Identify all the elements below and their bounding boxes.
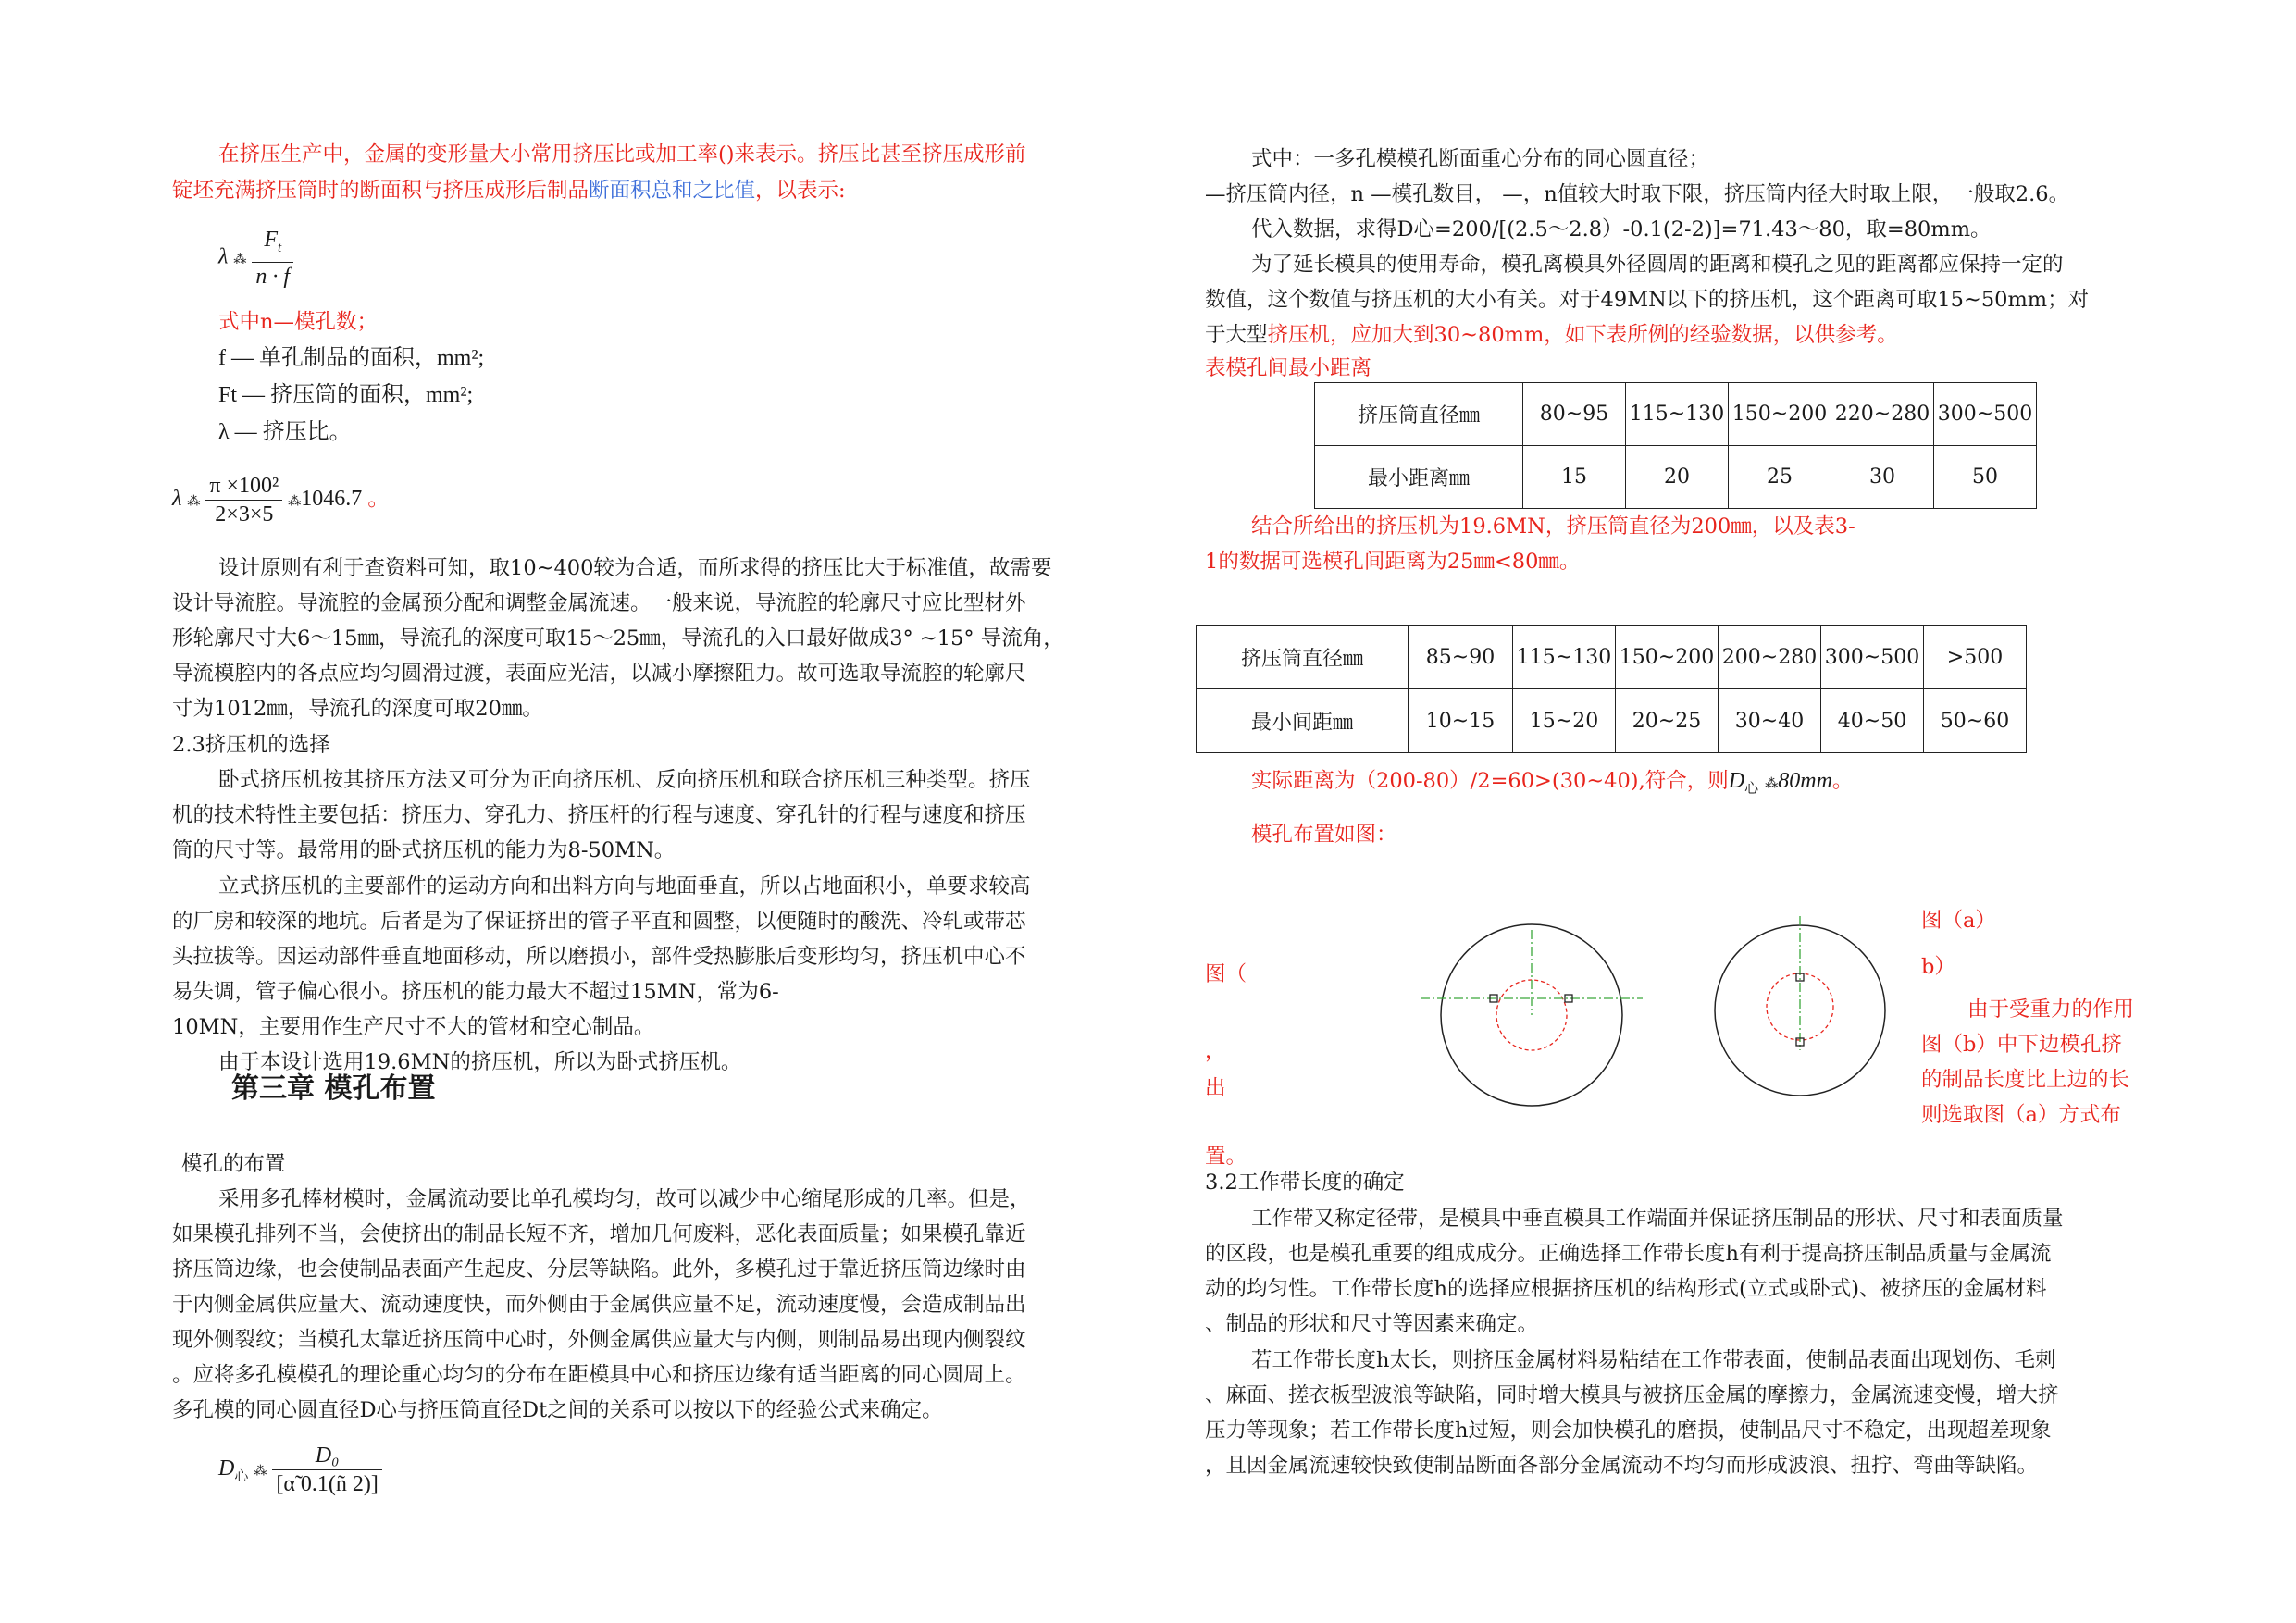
- table-1-cell: 15: [1523, 446, 1626, 509]
- right-para-8-line-3: 动的均匀性。工作带长度h的选择应根据挤压机的结构形式(立式或卧式)、被挤压的金属材料: [1205, 1277, 2047, 1301]
- right-para-9-line-4: ，且因金属流速较快致使制品断面各部分金属流动不均匀而形成波浪、扭拧、弯曲等缺陷。: [1205, 1454, 2039, 1478]
- para-2-line-5: 寸为1012㎜，导流孔的深度可取20㎜。: [172, 697, 543, 721]
- right-line-1: 式中：一多孔模模孔断面重心分布的同心圆直径；: [1251, 147, 1710, 171]
- para-1-line-2-end: ，以表示:: [755, 179, 846, 203]
- def-lambda: λ — 挤压比。: [218, 420, 352, 444]
- para-5-line-2: 如果模孔排列不当，会使挤出的制品长短不齐，增加几何废料，恶化表面质量；如果模孔靠近: [172, 1222, 1026, 1246]
- figure-label-left-3: 出: [1205, 1076, 1226, 1100]
- table-min-distance-1: [1314, 382, 2037, 509]
- formula-3-num: D₀: [272, 1442, 382, 1470]
- formula-1-lhs: λ: [218, 244, 229, 269]
- def-f: f — 单孔制品的面积，mm²;: [218, 346, 485, 370]
- formula-3-fraction: [272, 1442, 382, 1498]
- para-5-line-1: 采用多孔棒材模时，金属流动要比单孔模均匀，故可以减少中心缩尾形成的几率。但是，: [218, 1187, 1031, 1211]
- table-2-cell: 最小间距㎜: [1197, 689, 1409, 753]
- formula-extrusion-ratio: [218, 226, 293, 291]
- table-2-cell: 挤压筒直径㎜: [1197, 626, 1409, 689]
- table-1-cell: 25: [1729, 446, 1831, 509]
- formula-2-result: 1046.7: [301, 487, 363, 512]
- figure-b-layout: [1715, 916, 1885, 1096]
- para-4-line-3: 头拉拔等。因运动部件垂直地面移动，所以磨损小，部件受热膨胀后变形均匀，挤压机中心不: [172, 945, 1026, 969]
- table-1-cell: 80~95: [1523, 383, 1626, 446]
- right-para-6-math: D: [1728, 769, 1745, 793]
- table-2-cell: 115~130: [1513, 626, 1616, 689]
- para-3-line-2: 机的技术特性主要包括：挤压力、穿孔力、挤压杆的行程与速度、穿孔针的行程与速度和挤压: [172, 803, 1026, 827]
- figure-note-line-2: 图（b）中下边模孔挤: [1921, 1033, 2122, 1057]
- para-1-line-2-blue: 断面积总和之比值: [589, 179, 756, 203]
- formula-1-eq: ⁂: [233, 253, 247, 267]
- table-1-cell: 150~200: [1729, 383, 1831, 446]
- right-para-4-line-3: [1205, 321, 1898, 349]
- figure-label-left-2: ，: [1205, 1039, 1226, 1063]
- para-3-line-3: 筒的尺寸等。最常用的卧式挤压机的能力为8-50MN。: [172, 838, 676, 862]
- table-1-cell: 220~280: [1831, 383, 1934, 446]
- figure-label-left-4: 置。: [1205, 1145, 1247, 1169]
- right-para-5-line-2: 1的数据可选模孔间距离为25㎜<80㎜。: [1205, 550, 1581, 574]
- right-para-6-eq: ⁂: [1765, 776, 1779, 791]
- right-para-6-sub: 心: [1744, 779, 1759, 797]
- table-2-cell: 85~90: [1409, 626, 1513, 689]
- formula-2-dot: 。: [367, 487, 391, 512]
- formula-2-den: 2×3×5: [215, 502, 274, 527]
- para-2-line-3: 形轮廓尺寸大6～15㎜，导流孔的深度可取15～25㎜，导流孔的入口最好做成3° ~15° 导流角，: [172, 626, 1064, 650]
- mold-hole-layout-figure: [1333, 911, 2017, 1120]
- table-2-cell: 20~25: [1616, 689, 1719, 753]
- table-1-cell: 300~500: [1934, 383, 2037, 446]
- right-para-6-text: 实际距离为（200-80）/2=60>(30~40),符合，则: [1251, 769, 1729, 793]
- para-2-line-1: 设计原则有利于查资料可知，取10~400较为合适，而所求得的挤压比大于标准值，故需要: [218, 556, 1052, 580]
- para-5-line-6: 。应将多孔模模孔的理论重心均匀的分布在距模具中心和挤压边缘有适当距离的同心圆周上。: [172, 1363, 1026, 1387]
- figure-a-label: 图（a）: [1921, 909, 1996, 933]
- formula-3-eq: ⁂: [254, 1465, 267, 1480]
- right-para-8-line-2: 的区段，也是模孔重要的组成成分。正确选择工作带长度h有利于提高挤压制品质量与金属流: [1205, 1242, 2052, 1266]
- table-1-cell: 20: [1626, 446, 1729, 509]
- right-para-4-line-2: 数值，这个数值与挤压机的大小有关。对于49MN以下的挤压机，这个距离可取15~50mm；对: [1205, 288, 2090, 312]
- figure-note-line-4: 则选取图（a）方式布: [1921, 1103, 2121, 1127]
- def-ft: Ft — 挤压筒的面积，mm²;: [218, 383, 474, 407]
- para-4-line-2: 的厂房和较深的地坑。后者是为了保证挤出的管子平直和圆整，以便随时的酸洗、冷轧或带芯: [172, 910, 1026, 934]
- right-para-9-line-1: 若工作带长度h太长，则挤压金属材料易粘结在工作带表面，使制品表面出现划伤、毛刺: [1251, 1348, 2056, 1372]
- figure-note-line-1: 由于受重力的作用: [1967, 997, 2135, 1022]
- table-1-row-1: [1315, 383, 2037, 446]
- table-2-cell: 150~200: [1616, 626, 1719, 689]
- formula-3-lhs: D: [218, 1456, 235, 1481]
- formula-2-lhs: λ: [172, 487, 182, 512]
- table-1-cell: 最小距离㎜: [1315, 446, 1523, 509]
- formula-2-eq: ⁂: [187, 495, 201, 510]
- section-3-2-heading: 3.2工作带长度的确定: [1205, 1171, 1405, 1195]
- formula-2-fraction: [205, 472, 282, 528]
- table-2-cell: 40~50: [1821, 689, 1924, 753]
- para-5-line-5: 现外侧裂纹；当模孔太靠近挤压筒中心时，外侧金属供应量大与内侧，则制品易出现内侧裂纹: [172, 1328, 1026, 1352]
- table-1-cell: 挤压筒直径㎜: [1315, 383, 1523, 446]
- formula-1-fraction: [252, 226, 293, 291]
- table-1-row-2: [1315, 446, 2037, 509]
- right-para-7: 模孔布置如图：: [1251, 823, 1397, 847]
- formula-1-den: n · f: [255, 264, 291, 289]
- table-1-cell: 50: [1934, 446, 2037, 509]
- table-min-distance-2: [1196, 625, 2027, 753]
- figure-label-left-1: 图（: [1205, 962, 1247, 986]
- right-para-6-end: 。: [1831, 769, 1854, 793]
- table-1-cell: 30: [1831, 446, 1934, 509]
- para-4-line-6: 由于本设计选用19.6MN的挤压机，所以为卧式挤压机。: [218, 1050, 742, 1074]
- para-5-line-7: 多孔模的同心圆直径D心与挤压筒直径Dt之间的关系可以按以下的经验公式来确定。: [172, 1398, 943, 1422]
- right-para-4-line-3-red: 挤压机，应加大到30~80mm，如下表所例的经验数据，以供参考。: [1267, 323, 1898, 347]
- right-para-5-line-1: 结合所给出的挤压机为19.6MN，挤压筒直径为200㎜，以及表3-: [1251, 514, 1855, 539]
- right-para-4-line-3-black: 于大型: [1205, 323, 1268, 347]
- right-line-2: —挤压筒内径，n —模孔数目， —，n值较大时取下限，挤压筒内径大时取上限，一般取2.6。: [1205, 182, 2070, 206]
- right-para-8-line-1: 工作带又称定径带，是模具中垂直模具工作端面并保证挤压制品的形状、尺寸和表面质量: [1251, 1207, 2064, 1231]
- table-1-cell: 115~130: [1626, 383, 1729, 446]
- figure-a-layout: [1421, 924, 1643, 1106]
- table-2-cell: 15~20: [1513, 689, 1616, 753]
- table-2-cell: 30~40: [1719, 689, 1821, 753]
- right-para-4-line-1: 为了延长模具的使用寿命，模孔离模具外径圆周的距离和模孔之见的距离都应保持一定的: [1251, 253, 2064, 277]
- table-2-cell: 300~500: [1821, 626, 1924, 689]
- formula-1-num-sub: t: [277, 240, 282, 255]
- para-2-line-2: 设计导流腔。导流腔的金属预分配和调整金属流速。一般来说，导流腔的轮廓尺寸应比型材外: [172, 591, 1026, 615]
- formula-2-num: π ×100²: [205, 472, 282, 501]
- formula-1-num: F: [264, 228, 278, 252]
- subsection-mold-hole-layout: 模孔的布置: [181, 1152, 286, 1176]
- formula-3-den: [α̃ 0.1(ñ 2)]: [276, 1472, 379, 1496]
- table-2-row-1: [1197, 626, 2027, 689]
- para-4-line-4: 易失调，管子偏心很小。挤压机的能力最大不超过15MN，常为6-: [172, 980, 779, 1004]
- section-2-3-heading: 2.3挤压机的选择: [172, 733, 330, 757]
- para-1-line-1: 在挤压生产中，金属的变形量大小常用挤压比或加工率()来表示。挤压比甚至挤压成形前: [218, 142, 1026, 167]
- right-para-6: [1251, 767, 1853, 802]
- right-line-3: 代入数据，求得D心=200/[(2.5～2.8）-0.1(2-2)]=71.43～80，取=80mm。: [1251, 217, 1992, 242]
- para-5-line-4: 于内侧金属供应量大、流动速度快，而外侧由于金属供应量不足，流动速度慢，会造成制品出: [172, 1293, 1026, 1317]
- figure-b-label: b）: [1921, 955, 1955, 979]
- formula-3-lhs-sub: 心: [234, 1468, 249, 1484]
- para-1-line-2-red: 锭坯充满挤压筒时的断面积与挤压成形后制品: [172, 179, 590, 203]
- para-4-line-1: 立式挤压机的主要部件的运动方向和出料方向与地面垂直，所以占地面积小，单要求较高: [218, 874, 1031, 898]
- para-3-line-1: 卧式挤压机按其挤压方法又可分为正向挤压机、反向挤压机和联合挤压机三种类型。挤压: [218, 768, 1031, 792]
- right-para-8-line-4: 、制品的形状和尺寸等因素来确定。: [1205, 1312, 1539, 1336]
- right-para-9-line-3: 压力等现象；若工作带长度h过短，则会加快模孔的磨损，使制品尺寸不稳定，出现超差现象: [1205, 1419, 2052, 1443]
- table-2-cell: >500: [1924, 626, 2027, 689]
- chapter-3-title: 第三章 模孔布置: [231, 1072, 436, 1105]
- para-2-line-4: 导流模腔内的各点应均匀圆滑过渡，表面应光洁，以减小摩擦阻力。故可选取导流腔的轮廓尺: [172, 662, 1026, 686]
- right-para-6-val: 80mm: [1778, 769, 1832, 793]
- formula-2-eq-2: ⁂: [288, 495, 302, 510]
- table-1-caption: 表模孔间最小距离: [1205, 356, 1372, 380]
- para-5-line-3: 挤压筒边缘，也会使制品表面产生起皮、分层等缺陷。此外，多模孔过于靠近挤压筒边缘时由: [172, 1258, 1026, 1282]
- formula-extrusion-ratio-value: [172, 472, 390, 528]
- para-4-line-5: 10MN，主要用作生产尺寸不大的管材和空心制品。: [172, 1015, 655, 1039]
- para-1-line-2: [172, 177, 846, 204]
- table-2-cell: 10~15: [1409, 689, 1513, 753]
- table-2-cell: 50~60: [1924, 689, 2027, 753]
- table-2-row-2: [1197, 689, 2027, 753]
- table-2-cell: 200~280: [1719, 626, 1821, 689]
- formula-concentric-diameter: [218, 1442, 382, 1498]
- figure-note-line-3: 的制品长度比上边的长: [1921, 1068, 2130, 1092]
- right-para-9-line-2: 、麻面、搓衣板型波浪等缺陷，同时增大模具与被挤压金属的摩擦力，金属流速变慢，增大挤: [1205, 1383, 2059, 1407]
- defs-title: 式中n—模孔数；: [218, 310, 378, 334]
